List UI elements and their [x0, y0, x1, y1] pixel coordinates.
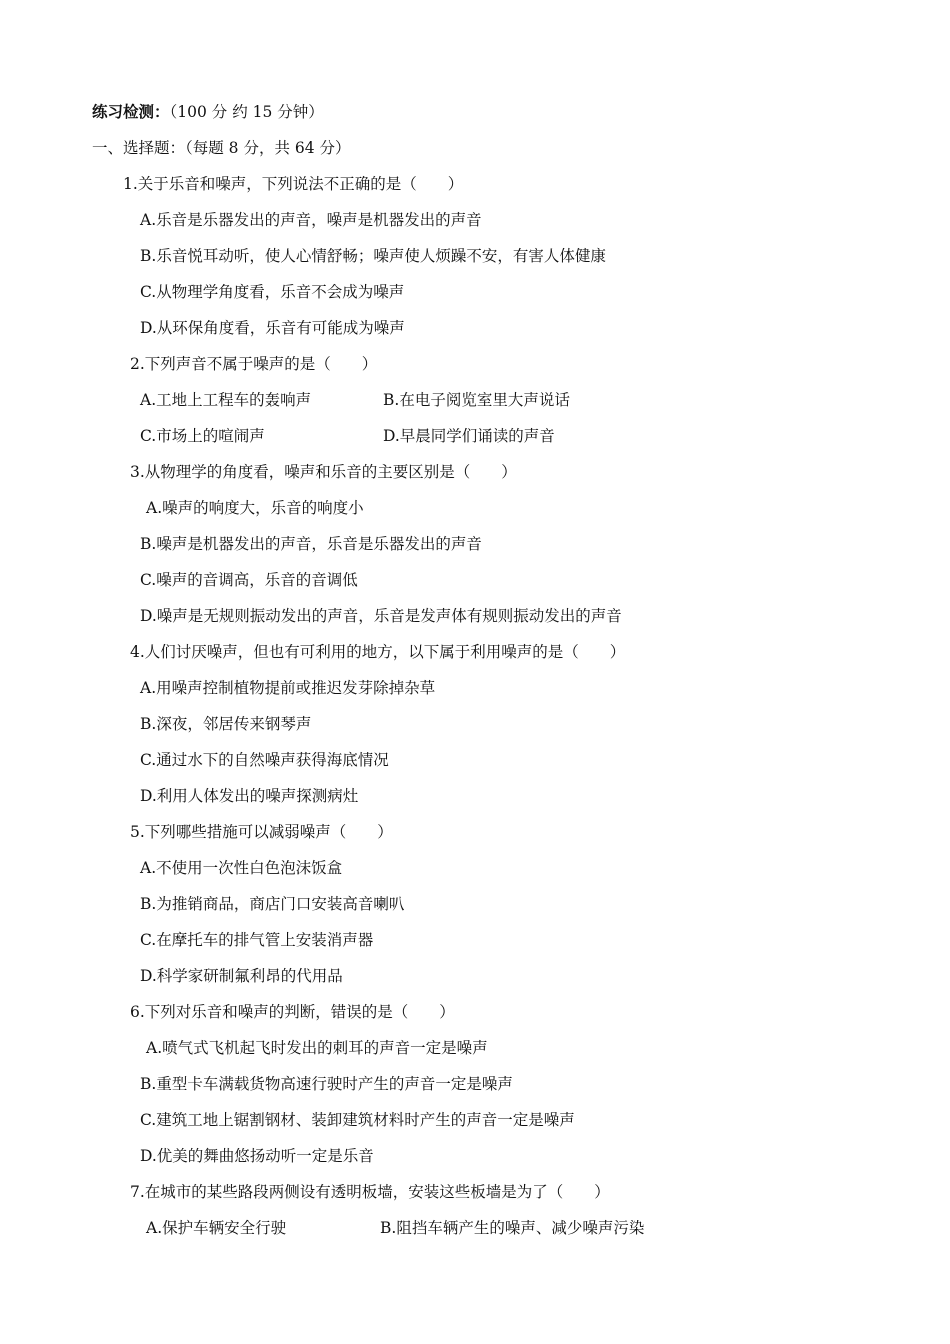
- option-d: D.利用人体发出的噪声探测病灶: [140, 787, 359, 805]
- exercise-title: 练习检测：: [92, 102, 170, 121]
- option-b: B.为推销商品，商店门口安装高音喇叭: [140, 895, 405, 913]
- exercise-note: （100 分 约 15 分钟）: [169, 103, 324, 121]
- question-stem: 3.从物理学的角度看，噪声和乐音的主要区别是（ ）: [130, 463, 517, 481]
- option-c: C.通过水下的自然噪声获得海底情况: [140, 751, 389, 769]
- question-stem: 6.下列对乐音和噪声的判断，错误的是（ ）: [130, 1003, 455, 1021]
- option-b: B.乐音悦耳动听，使人心情舒畅；噪声使人烦躁不安，有害人体健康: [140, 247, 606, 265]
- option-b: B.深夜，邻居传来钢琴声: [140, 715, 312, 733]
- question-stem: 5.下列哪些措施可以减弱噪声（ ）: [130, 823, 393, 841]
- option-a: A.不使用一次性白色泡沫饭盒: [140, 859, 343, 877]
- option-a: A.喷气式飞机起飞时发出的刺耳的声音一定是噪声: [146, 1039, 488, 1057]
- option-a: A.乐音是乐器发出的声音，噪声是机器发出的声音: [140, 211, 482, 229]
- option-c: C.市场上的喧闹声: [140, 427, 265, 445]
- question-stem: 2.下列声音不属于噪声的是（ ）: [130, 355, 378, 373]
- question-stem: 7.在城市的某些路段两侧设有透明板墙，安装这些板墙是为了（ ）: [130, 1183, 610, 1201]
- section-heading: 一、选择题：（每题 8 分，共 64 分）: [92, 139, 351, 157]
- option-c: C.在摩托车的排气管上安装消声器: [140, 931, 374, 949]
- option-c: C.建筑工地上锯割钢材、装卸建筑材料时产生的声音一定是噪声: [140, 1111, 575, 1129]
- option-a: A.噪声的响度大，乐音的响度小: [146, 499, 364, 517]
- option-d: D.噪声是无规则振动发出的声音，乐音是发声体有规则振动发出的声音: [140, 607, 622, 625]
- option-a: A.用噪声控制植物提前或推迟发芽除掉杂草: [140, 679, 436, 697]
- option-b: B.重型卡车满载货物高速行驶时产生的声音一定是噪声: [140, 1075, 513, 1093]
- option-c: C.从物理学角度看，乐音不会成为噪声: [140, 283, 405, 301]
- option-b: B.噪声是机器发出的声音，乐音是乐器发出的声音: [140, 535, 482, 553]
- option-b: B.阻挡车辆产生的噪声、减少噪声污染: [380, 1219, 645, 1237]
- option-c: C.噪声的音调高，乐音的音调低: [140, 571, 358, 589]
- option-a: A.保护车辆安全行驶: [146, 1219, 287, 1237]
- option-d: D.早晨同学们诵读的声音: [383, 427, 555, 445]
- option-b: B.在电子阅览室里大声说话: [383, 391, 570, 409]
- option-d: D.优美的舞曲悠扬动听一定是乐音: [140, 1147, 374, 1165]
- question-stem: 1.关于乐音和噪声，下列说法不正确的是（ ）: [123, 175, 464, 193]
- question-stem: 4.人们讨厌噪声，但也有可利用的地方，以下属于利用噪声的是（ ）: [130, 643, 626, 661]
- exercise-header: [92, 102, 324, 122]
- option-d: D.从环保角度看，乐音有可能成为噪声: [140, 319, 405, 337]
- option-d: D.科学家研制氟利昂的代用品: [140, 967, 343, 985]
- option-a: A.工地上工程车的轰响声: [140, 391, 312, 409]
